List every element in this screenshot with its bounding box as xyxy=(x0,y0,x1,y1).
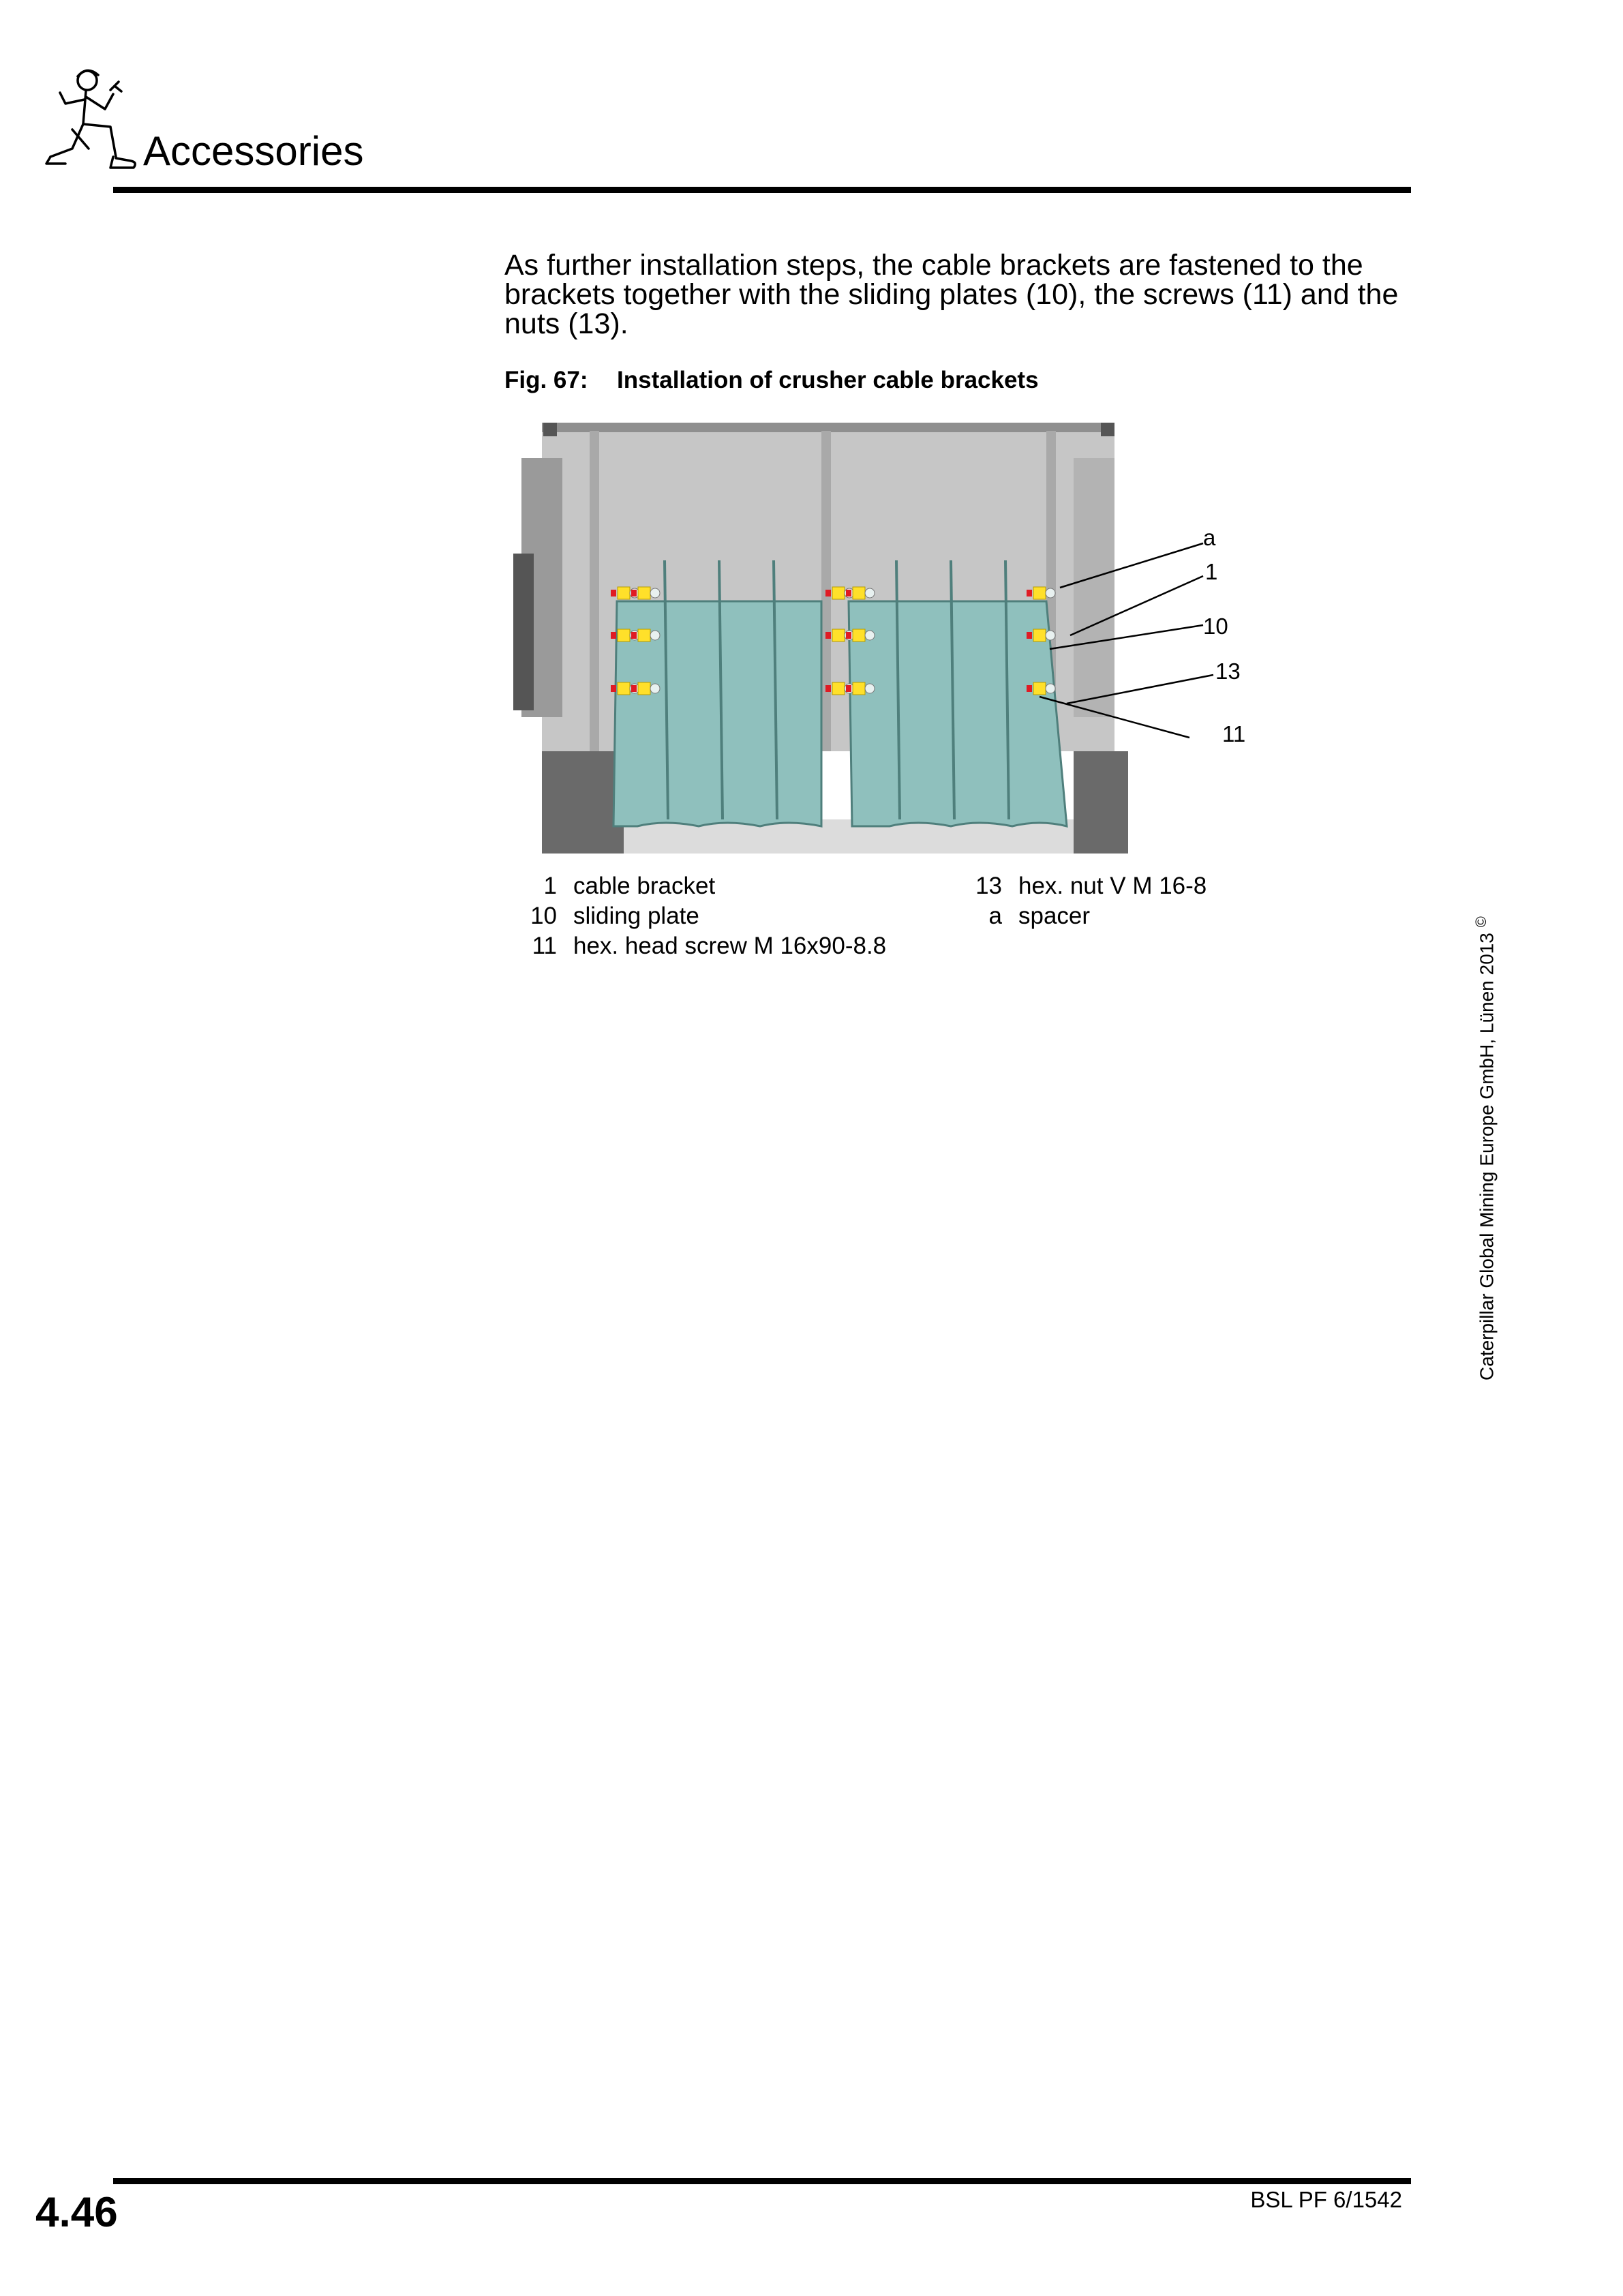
callout-10: 10 xyxy=(1203,614,1228,639)
legend-left xyxy=(508,871,886,961)
leader-1 xyxy=(1070,576,1203,635)
legend-right xyxy=(953,871,1207,931)
copyright-text: Caterpillar Global Mining Europe GmbH, Lünen 2013 xyxy=(1476,933,1498,1380)
legend-item: 13 hex. nut V M 16-8 xyxy=(975,873,1207,899)
section-title: Accessories xyxy=(143,128,364,174)
leader-10 xyxy=(1050,625,1203,649)
callout-13: 13 xyxy=(1215,659,1241,684)
callout-leaders xyxy=(501,417,1258,867)
page-number: 4.46 xyxy=(35,2189,118,2236)
legend-item: 1 cable bracket xyxy=(543,873,716,899)
legend-item: a spacer xyxy=(988,903,1091,929)
mechanic-with-wrench-icon xyxy=(45,61,140,177)
figure-title: Installation of crusher cable brackets xyxy=(617,367,1039,393)
legend-item: 11 hex. head screw M 16x90-8.8 xyxy=(532,933,887,959)
figure-caption xyxy=(504,367,1039,394)
callout-1: 1 xyxy=(1205,559,1218,584)
callout-11: 11 xyxy=(1222,721,1246,746)
footer-rule xyxy=(113,2178,1411,2184)
callout-a: a xyxy=(1203,525,1216,550)
document-code: BSL PF 6/1542 xyxy=(1250,2187,1402,2212)
body-paragraph: As further installation steps, the cable brackets are fastened to the brackets together with the sliding plates (10), the screws (11) and the nuts (13). xyxy=(504,249,1399,340)
leader-a xyxy=(1060,543,1203,588)
leader-11 xyxy=(1040,697,1189,738)
figure-number: Fig. 67: xyxy=(504,367,588,393)
header-rule xyxy=(113,187,1411,193)
copyright-symbol: © xyxy=(1472,916,1489,928)
legend-item: 10 sliding plate xyxy=(530,903,699,929)
figure-crusher-cable-brackets xyxy=(501,417,1258,867)
leader-13 xyxy=(1067,675,1213,704)
copyright-notice xyxy=(1472,916,1498,1380)
